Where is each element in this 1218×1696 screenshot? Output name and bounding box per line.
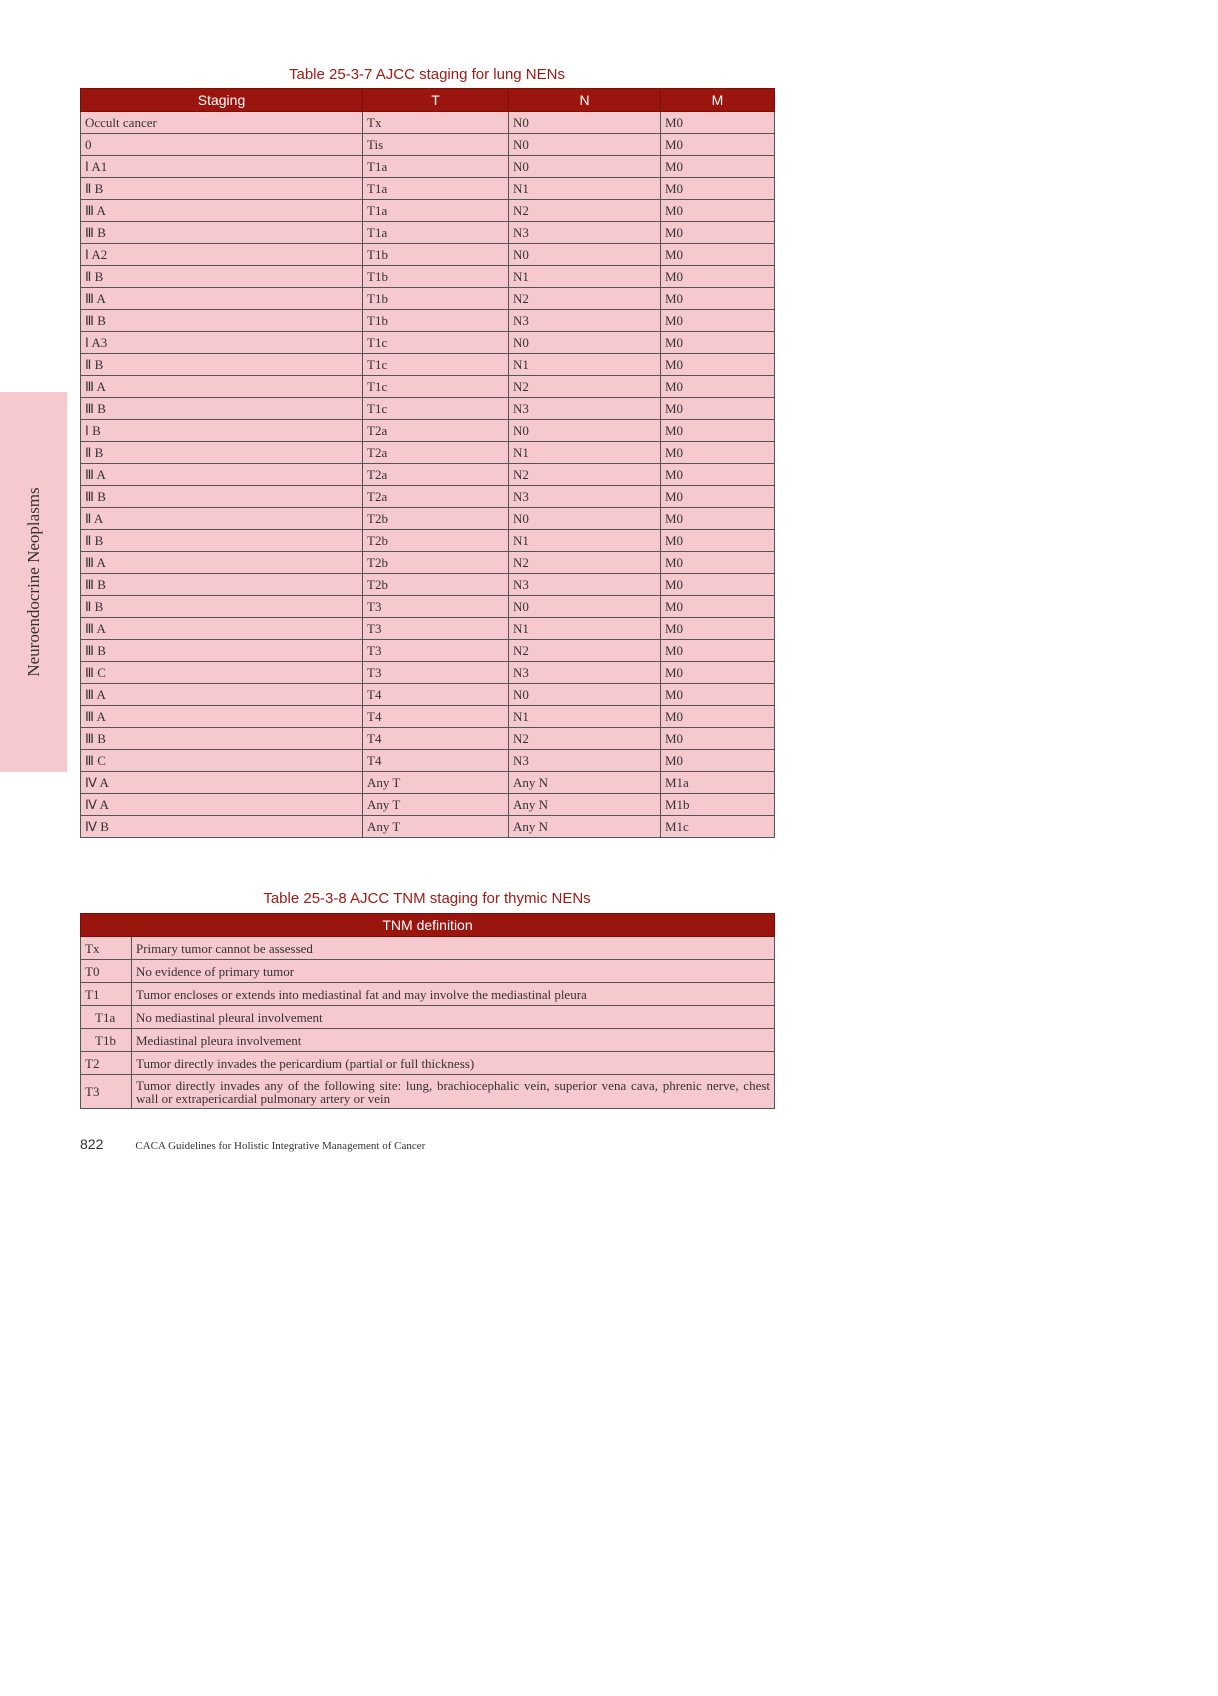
n-cell: N2 (509, 200, 661, 222)
n-cell: N1 (509, 530, 661, 552)
n-cell: N3 (509, 310, 661, 332)
table-row (81, 178, 775, 200)
n-cell: N1 (509, 354, 661, 376)
table-row (81, 112, 775, 134)
staging-cell: Ⅰ A1 (81, 156, 363, 178)
table-row (81, 794, 775, 816)
t-cell: T2a (363, 486, 509, 508)
m-cell: M0 (661, 706, 775, 728)
table1-caption: Table 25-3-7 AJCC staging for lung NENs (289, 66, 565, 83)
page-footer (80, 1136, 425, 1154)
m-cell: M0 (661, 178, 775, 200)
n-cell: N3 (509, 574, 661, 596)
tnm-code-cell: T1 (81, 983, 132, 1006)
n-cell: N1 (509, 266, 661, 288)
staging-cell: Ⅲ C (81, 750, 363, 772)
table-row (81, 442, 775, 464)
tnm-code-cell: T3 (81, 1075, 132, 1109)
n-cell: N1 (509, 706, 661, 728)
n-cell: N0 (509, 244, 661, 266)
table-row (81, 530, 775, 552)
staging-cell: Ⅲ A (81, 464, 363, 486)
tnm-definition-cell: Tumor directly invades any of the following site: lung, brachiocephalic vein, superior vena cava, phrenic nerve, chest wall or extrapericardial pulmonary artery or vein (132, 1075, 775, 1109)
t-cell: T2b (363, 552, 509, 574)
m-cell: M1c (661, 816, 775, 838)
table-row (81, 398, 775, 420)
table-row (81, 552, 775, 574)
t-cell: T3 (363, 662, 509, 684)
staging-cell: Ⅲ B (81, 728, 363, 750)
n-cell: N3 (509, 750, 661, 772)
n-cell: N3 (509, 662, 661, 684)
tnm-code-cell: Tx (81, 937, 132, 960)
m-cell: M0 (661, 398, 775, 420)
staging-cell: Ⅱ B (81, 530, 363, 552)
staging-cell: Ⅱ A (81, 508, 363, 530)
t-cell: T2a (363, 442, 509, 464)
n-cell: N0 (509, 156, 661, 178)
tnm-code-cell: T1a (81, 1006, 132, 1029)
table-row (81, 1029, 775, 1052)
table-row (81, 1075, 775, 1109)
header-m: M (661, 89, 775, 112)
t-cell: T1b (363, 310, 509, 332)
m-cell: M0 (661, 310, 775, 332)
t-cell: T3 (363, 640, 509, 662)
table-row (81, 596, 775, 618)
m-cell: M0 (661, 354, 775, 376)
m-cell: M0 (661, 288, 775, 310)
n-cell: N2 (509, 464, 661, 486)
m-cell: M0 (661, 464, 775, 486)
tnm-definition-cell: Tumor encloses or extends into mediastinal fat and may involve the mediastinal pleura (132, 983, 775, 1006)
staging-cell: Ⅰ A2 (81, 244, 363, 266)
book-title: CACA Guidelines for Holistic Integrative Management of Cancer (135, 1140, 426, 1152)
t-cell: T1b (363, 288, 509, 310)
table-row (81, 983, 775, 1006)
staging-cell: Ⅲ A (81, 552, 363, 574)
table-header-row (81, 914, 775, 937)
n-cell: N1 (509, 442, 661, 464)
t-cell: T3 (363, 596, 509, 618)
t-cell: T1c (363, 398, 509, 420)
table-row (81, 266, 775, 288)
staging-cell: Ⅱ B (81, 442, 363, 464)
staging-cell: Ⅲ A (81, 200, 363, 222)
m-cell: M0 (661, 684, 775, 706)
n-cell: N2 (509, 640, 661, 662)
t-cell: T2b (363, 530, 509, 552)
staging-cell: Ⅱ B (81, 266, 363, 288)
t-cell: Any T (363, 816, 509, 838)
m-cell: M0 (661, 376, 775, 398)
side-tab-label: Neuroendocrine Neoplasms (23, 487, 43, 677)
table-row (81, 310, 775, 332)
staging-cell: Ⅳ A (81, 772, 363, 794)
header-staging: Staging (81, 89, 363, 112)
tnm-definition-cell: Primary tumor cannot be assessed (132, 937, 775, 960)
m-cell: M0 (661, 266, 775, 288)
tnm-code-cell: T1b (81, 1029, 132, 1052)
staging-cell: Ⅲ A (81, 288, 363, 310)
m-cell: M1a (661, 772, 775, 794)
staging-cell: Ⅲ B (81, 574, 363, 596)
t-cell: Tis (363, 134, 509, 156)
table-row (81, 960, 775, 983)
staging-cell: Ⅲ B (81, 640, 363, 662)
table-row (81, 772, 775, 794)
m-cell: M0 (661, 156, 775, 178)
staging-cell: Ⅳ A (81, 794, 363, 816)
tnm-code-cell: T2 (81, 1052, 132, 1075)
thymic-tnm-table (80, 913, 775, 1109)
header-n: N (509, 89, 661, 112)
tnm-definition-cell: Tumor directly invades the pericardium (partial or full thickness) (132, 1052, 775, 1075)
m-cell: M0 (661, 552, 775, 574)
m-cell: M0 (661, 442, 775, 464)
table-row (81, 1052, 775, 1075)
t-cell: T1a (363, 222, 509, 244)
n-cell: Any N (509, 794, 661, 816)
t-cell: Any T (363, 772, 509, 794)
n-cell: N2 (509, 288, 661, 310)
n-cell: N0 (509, 684, 661, 706)
m-cell: M0 (661, 200, 775, 222)
table-row (81, 618, 775, 640)
table-row (81, 200, 775, 222)
header-tnm-definition: TNM definition (81, 914, 775, 937)
table-row (81, 728, 775, 750)
table-row (81, 662, 775, 684)
staging-cell: Ⅱ B (81, 596, 363, 618)
m-cell: M0 (661, 486, 775, 508)
m-cell: M0 (661, 332, 775, 354)
tnm-definition-cell: No evidence of primary tumor (132, 960, 775, 983)
n-cell: N0 (509, 420, 661, 442)
t-cell: T1a (363, 156, 509, 178)
staging-cell: Ⅲ B (81, 486, 363, 508)
n-cell: N2 (509, 376, 661, 398)
t-cell: T4 (363, 728, 509, 750)
t-cell: T2b (363, 508, 509, 530)
page-number: 822 (80, 1136, 104, 1152)
m-cell: M1b (661, 794, 775, 816)
n-cell: N0 (509, 332, 661, 354)
t-cell: T1c (363, 332, 509, 354)
m-cell: M0 (661, 750, 775, 772)
staging-cell: Ⅰ A3 (81, 332, 363, 354)
table2-caption: Table 25-3-8 AJCC TNM staging for thymic NENs (263, 890, 591, 907)
table-row (81, 508, 775, 530)
m-cell: M0 (661, 618, 775, 640)
table-row (81, 156, 775, 178)
staging-cell: Ⅲ A (81, 706, 363, 728)
m-cell: M0 (661, 112, 775, 134)
table-row (81, 134, 775, 156)
n-cell: N0 (509, 596, 661, 618)
m-cell: M0 (661, 596, 775, 618)
t-cell: T2a (363, 464, 509, 486)
n-cell: N1 (509, 178, 661, 200)
header-t: T (363, 89, 509, 112)
table-row (81, 937, 775, 960)
t-cell: T1a (363, 200, 509, 222)
n-cell: N1 (509, 618, 661, 640)
staging-cell: Ⅲ A (81, 618, 363, 640)
t-cell: T1b (363, 244, 509, 266)
t-cell: T1c (363, 376, 509, 398)
table-row (81, 376, 775, 398)
table-row (81, 332, 775, 354)
t-cell: T4 (363, 684, 509, 706)
t-cell: T1b (363, 266, 509, 288)
table-row (81, 486, 775, 508)
n-cell: N3 (509, 486, 661, 508)
m-cell: M0 (661, 574, 775, 596)
t-cell: T1c (363, 354, 509, 376)
t-cell: Any T (363, 794, 509, 816)
staging-cell: Ⅲ B (81, 222, 363, 244)
tnm-definition-cell: No mediastinal pleural involvement (132, 1006, 775, 1029)
t-cell: T4 (363, 706, 509, 728)
m-cell: M0 (661, 508, 775, 530)
m-cell: M0 (661, 134, 775, 156)
staging-cell: Ⅳ B (81, 816, 363, 838)
m-cell: M0 (661, 530, 775, 552)
staging-cell: Ⅱ B (81, 178, 363, 200)
staging-cell: 0 (81, 134, 363, 156)
n-cell: Any N (509, 816, 661, 838)
m-cell: M0 (661, 728, 775, 750)
staging-cell: Occult cancer (81, 112, 363, 134)
m-cell: M0 (661, 222, 775, 244)
table-row (81, 684, 775, 706)
staging-cell: Ⅲ B (81, 310, 363, 332)
table-row (81, 750, 775, 772)
tnm-code-cell: T0 (81, 960, 132, 983)
table-row (81, 816, 775, 838)
t-cell: Tx (363, 112, 509, 134)
n-cell: N0 (509, 134, 661, 156)
t-cell: T4 (363, 750, 509, 772)
table-row (81, 420, 775, 442)
t-cell: T3 (363, 618, 509, 640)
n-cell: N2 (509, 552, 661, 574)
t-cell: T2b (363, 574, 509, 596)
staging-cell: Ⅲ A (81, 376, 363, 398)
n-cell: N2 (509, 728, 661, 750)
table-row (81, 464, 775, 486)
table-row (81, 574, 775, 596)
n-cell: N3 (509, 222, 661, 244)
n-cell: N0 (509, 112, 661, 134)
staging-cell: Ⅱ B (81, 354, 363, 376)
table-row (81, 354, 775, 376)
n-cell: N0 (509, 508, 661, 530)
staging-cell: Ⅲ C (81, 662, 363, 684)
staging-cell: Ⅰ B (81, 420, 363, 442)
lung-staging-table (80, 88, 775, 838)
m-cell: M0 (661, 640, 775, 662)
table-row (81, 640, 775, 662)
table-header-row (81, 89, 775, 112)
t-cell: T1a (363, 178, 509, 200)
m-cell: M0 (661, 662, 775, 684)
m-cell: M0 (661, 244, 775, 266)
t-cell: T2a (363, 420, 509, 442)
table-row (81, 706, 775, 728)
m-cell: M0 (661, 420, 775, 442)
table-row (81, 1006, 775, 1029)
staging-cell: Ⅲ A (81, 684, 363, 706)
n-cell: Any N (509, 772, 661, 794)
side-tab (0, 392, 67, 772)
table-row (81, 244, 775, 266)
n-cell: N3 (509, 398, 661, 420)
table-row (81, 222, 775, 244)
staging-cell: Ⅲ B (81, 398, 363, 420)
tnm-definition-cell: Mediastinal pleura involvement (132, 1029, 775, 1052)
table-row (81, 288, 775, 310)
